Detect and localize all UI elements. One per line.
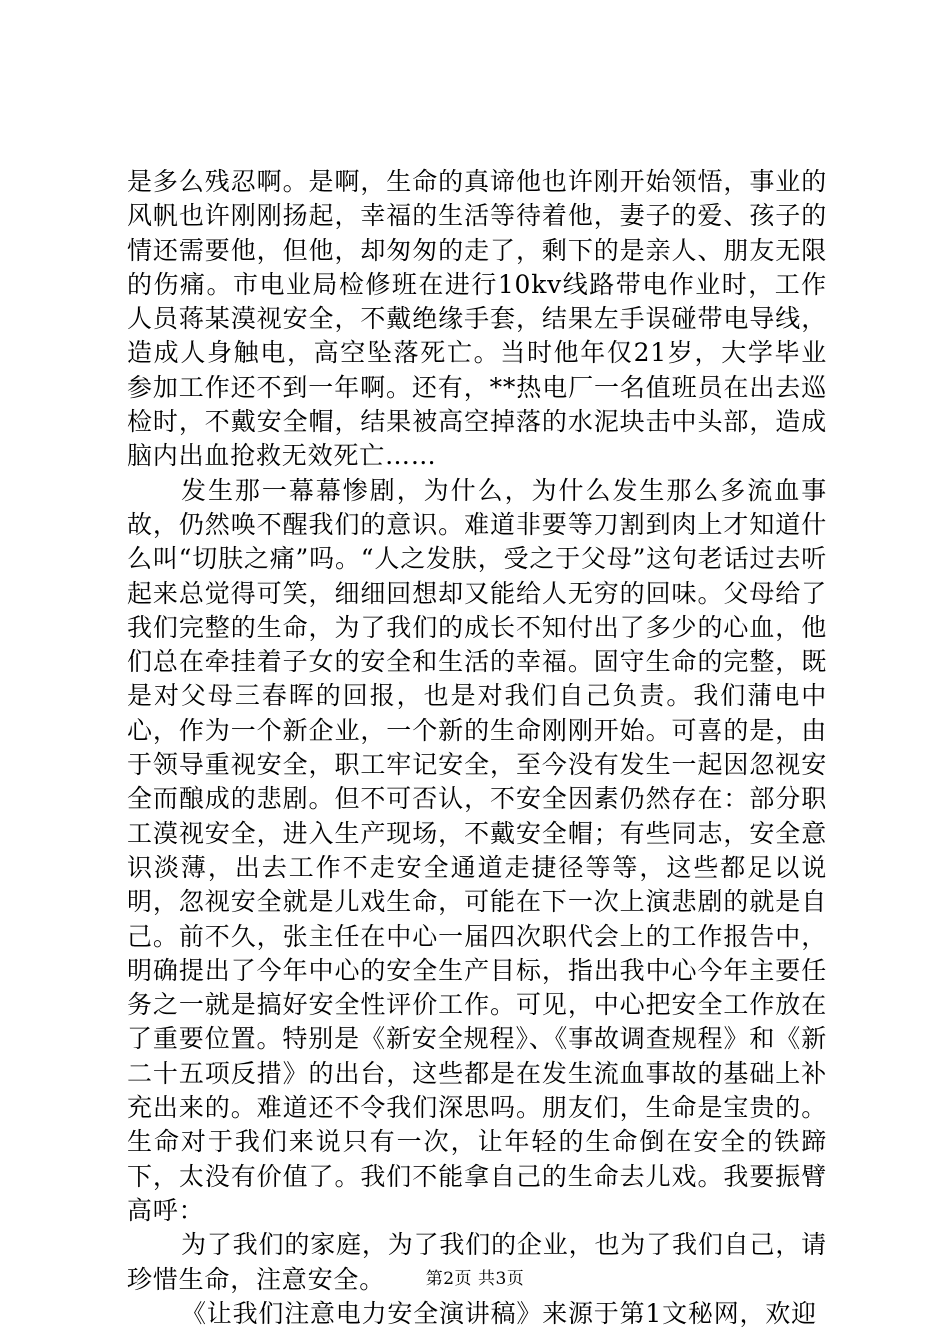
- page-number-footer: 第2页 共3页: [425, 1269, 525, 1289]
- paragraph-source-note: 《让我们注意电力安全演讲稿》来源于第1文秘网，欢迎: [181, 1298, 817, 1328]
- paragraph-appeal: 为了我们的家庭，为了我们的企业，也为了我们自己，请珍惜生命，注意安全。: [127, 1230, 827, 1294]
- paragraph-reflection: 发生那一幕幕惨剧，为什么，为什么发生那么多流血事故，仍然唤不醒我们的意识。难道非要等刀割到肉上才知道什么叫“切肤之痛”吗。“人之发肤，受之于父母”这句老话过去听起来总觉得可笑，细细回想却又能给人无穷的回味。父母给了我们完整的生命，为了我们的成长不知付出了多少的心血，他们总在牵挂着子女的安全和生活的幸福。固守生命的完整，既是对父母三春晖的回报，也是对我们自己负责。我们蒲电中心，作为一个新企业，一个新的生命刚刚开始。可喜的是，由于领导重视安全，职工牢记安全，至今没有发生一起因忽视安全而酿成的悲剧。但不可否认，不安全因素仍然存在：部分职工漠视安全，进入生产现场，不戴安全帽；有些同志，安全意识淡薄，出去工作不走安全通道走捷径等等，这些都足以说明，忽视安全就是儿戏生命，可能在下一次上演悲剧的就是自己。前不久，张主任在中心一届四次职代会上的工作报告中，明确提出了今年中心的安全生产目标，指出我中心今年主要任务之一就是搞好安全性评价工作。可见，中心把安全工作放在了重要位置。特别是《新安全规程》、《事故调查规程》和《新二十五项反措》的出台，这些都是在发生流血事故的基础上补充出来的。难道还不令我们深思吗。朋友们，生命是宝贵的。生命对于我们来说只有一次，让年轻的生命倒在安全的铁蹄下，太没有价值了。我们不能拿自己的生命去儿戏。我要振臂高呼：: [127, 475, 827, 1225]
- document-body: [127, 165, 827, 1331]
- paragraph-continuation: 是多么残忍啊。是啊，生命的真谛他也许刚开始领悟，事业的风帆也许刚刚扬起，幸福的生活等待着他，妻子的爱、孩子的情还需要他，但他，却匆匆的走了，剩下的是亲人、朋友无限的伤痛。市电业局检修班在进行10kv线路带电作业时，工作人员蒋某漠视安全，不戴绝缘手套，结果左手误碰带电导线，造成人身触电，高空坠落死亡。当时他年仅21岁，大学毕业参加工作还不到一年啊。还有，**热电厂一名值班员在出去巡检时，不戴安全帽，结果被高空掉落的水泥块击中头部，造成脑内出血抢救无效死亡……: [127, 167, 827, 471]
